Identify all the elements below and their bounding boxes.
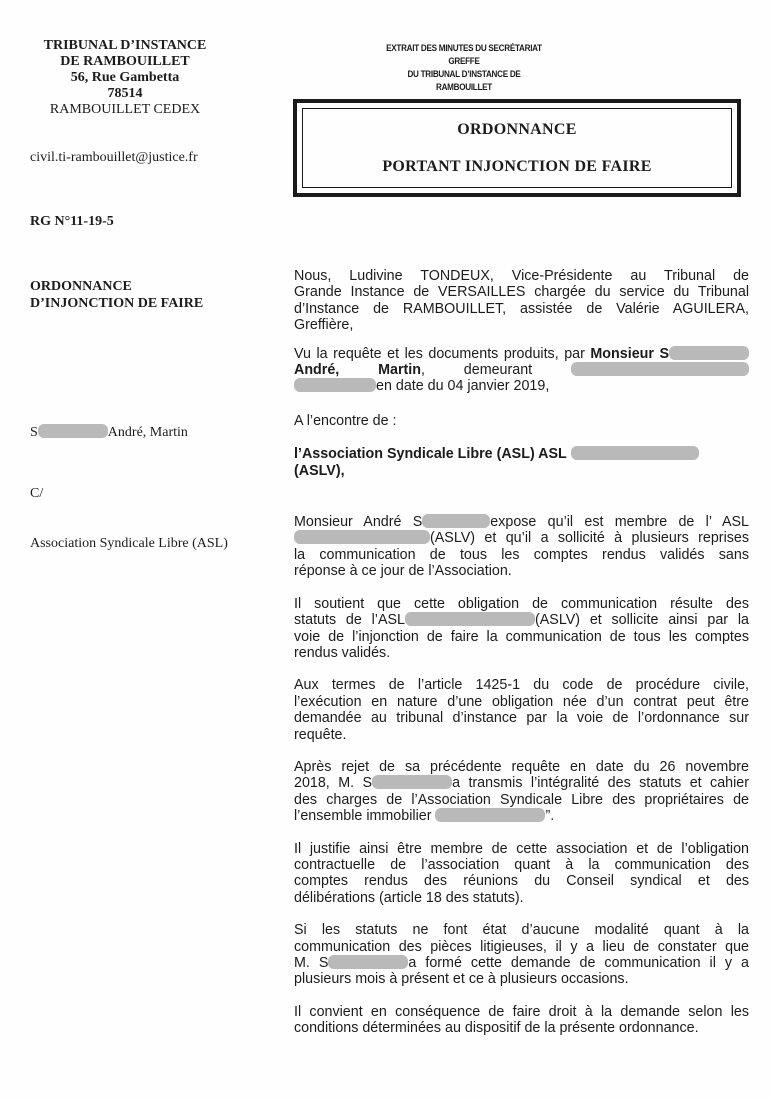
text-line: contractuelle de l’association quant à la communication des [294,856,749,873]
registry-stamp [383,42,545,94]
paragraph-membership [294,841,749,907]
text-line: plusieurs mois à présent et ce à plusieurs occasions. [294,971,629,988]
court-city: DE RAMBOUILLET [60,54,190,69]
redaction [435,808,545,822]
redaction [571,362,749,376]
text-segment: en date du 04 janvier 2019, [376,378,550,395]
claimant-bold: André, Martin [294,362,421,379]
text-segment: statuts de l’ASL [294,612,405,629]
title-box-inner-border [302,108,732,188]
court-cedex: RAMBOUILLET CEDEX [49,102,201,117]
paragraph-statutes [294,922,749,988]
text-segment: (ASLV) et qu’il a sollicité à plusieurs reprises [430,530,749,547]
text-segment: l’ensemble immobilier [294,808,432,825]
text-line: Si les statuts ne font état d’aucune modalité quant à la [294,922,749,939]
text-line [294,446,749,462]
text-line [294,514,749,530]
text-line [294,775,749,791]
title-line-1: ORDONNANCE [457,121,577,138]
claimant-bold: Monsieur S [590,345,669,362]
text-line: d’Instance de RAMBOUILLET, assistée de Valérie AGUILERA, [294,300,749,317]
text-line: l’exécution en nature d’une obligation née d’un contrat peut être [294,693,749,710]
text-segment: (ASLV) et sollicite ainsi par la [535,612,749,629]
paragraph-previous-request [294,759,749,825]
redaction [571,446,699,460]
paragraph-against: A l’encontre de : [294,412,397,429]
text-line: conditions déterminées au dispositif de la présente ordonnance. [294,1020,699,1037]
paragraph-request [294,346,749,395]
text-line: rendus validés. [294,644,391,661]
redaction [372,775,452,789]
title-line-2: PORTANT INJONCTION DE FAIRE [382,158,652,175]
order-title-line: ORDONNANCE [30,279,132,294]
text-segment: Vu la requête et les documents produits, par [294,345,591,362]
court-name: TRIBUNAL D’INSTANCE [43,38,207,53]
text-line: Aux termes de l’article 1425-1 du code de procédure civile, [294,677,749,694]
text-line: la communication de tous les comptes rendus validés sans [294,546,749,563]
paragraph-defendant [294,446,749,479]
redaction [38,424,108,438]
redaction [294,378,376,392]
text-line: délibérations (article 18 des statuts). [294,889,524,906]
court-street: 56, Rue Gambetta [70,70,180,85]
order-title-line: D’INJONCTION DE FAIRE [30,296,204,311]
text-line: Il convient en conséquence de faire droit à la demande selon les [294,1003,749,1020]
text-line [294,362,749,378]
text-line [294,612,749,628]
court-email: civil.ti-rambouillet@justice.fr [30,150,198,165]
claimant-initial: S [30,425,38,440]
text-line: Il justifie ainsi être membre de cette association et de l’obligation [294,840,749,857]
text-line: comptes rendus des réunions du Conseil syndical et des [294,873,749,890]
text-line: voie de l’injonction de faire la communication de tous les comptes [294,628,749,645]
text-line: communication des pièces litigieuses, il y a lieu de constater que [294,938,749,955]
text-segment: expose qu’il est membre de l’ ASL [490,514,749,531]
redaction [669,346,749,360]
stamp-line: EXTRAIT DES MINUTES DU SECRÉTARIAT GREFFE [386,43,542,66]
versus-label: C/ [30,486,44,501]
text-line [294,955,749,971]
court-postcode: 78514 [107,86,143,101]
text-segment: , demeurant [421,362,533,379]
text-segment: a formé cette demande de communication il y a [408,955,750,971]
text-line: requête. [294,726,347,743]
text-line: Grande Instance de VERSAILLES chargée du service du Tribunal [294,284,749,301]
paragraph-law [294,677,749,743]
text-line [294,378,749,394]
order-body [294,268,749,1053]
text-line: Nous, Ludivine TONDEUX, Vice-Présidente au Tribunal de [294,268,749,284]
claimant-name [30,424,188,441]
text-segment: a transmis l’intégralité des statuts et cahier [452,775,749,792]
case-number: RG N°11-19-5 [30,214,114,229]
paragraph-judge [294,268,749,334]
text-line [294,346,749,362]
order-title [30,278,203,312]
text-line [294,463,749,479]
defendant-bold: l’Association Syndicale Libre (ASL) ASL [294,446,567,463]
redaction [294,530,430,544]
text-line [294,808,749,824]
text-line: des charges de l’Association Syndicale Libre des propriétaires de [294,791,749,808]
redaction [405,612,535,626]
claimant-rest: André, Martin [107,425,188,440]
text-line [294,530,749,546]
redaction [422,514,490,528]
paragraph-conclusion [294,1004,749,1037]
paragraph-obligation [294,596,749,662]
text-segment: Monsieur André S [294,514,423,531]
defendant-name: Association Syndicale Libre (ASL) [30,536,228,551]
redaction [328,955,408,969]
text-line: demandée au tribunal d’instance par la voie de l’ordonnance sur [294,710,749,727]
defendant-bold: (ASLV), [294,462,345,479]
court-header [20,38,230,118]
stamp-line: DU TRIBUNAL D’INSTANCE DE RAMBOUILLET [407,69,521,92]
text-line: Greffière, [294,317,354,334]
text-line: réponse à ce jour de l’Association. [294,563,512,580]
paragraph-claim [294,514,749,580]
text-segment: 2018, M. S [294,775,373,792]
title-box [293,99,741,197]
text-segment: ”. [545,808,555,825]
text-line: Après rejet de sa précédente requête en date du 26 novembre [294,758,749,775]
text-line: Il soutient que cette obligation de communication résulte des [294,595,749,612]
text-segment: M. S [294,955,329,971]
